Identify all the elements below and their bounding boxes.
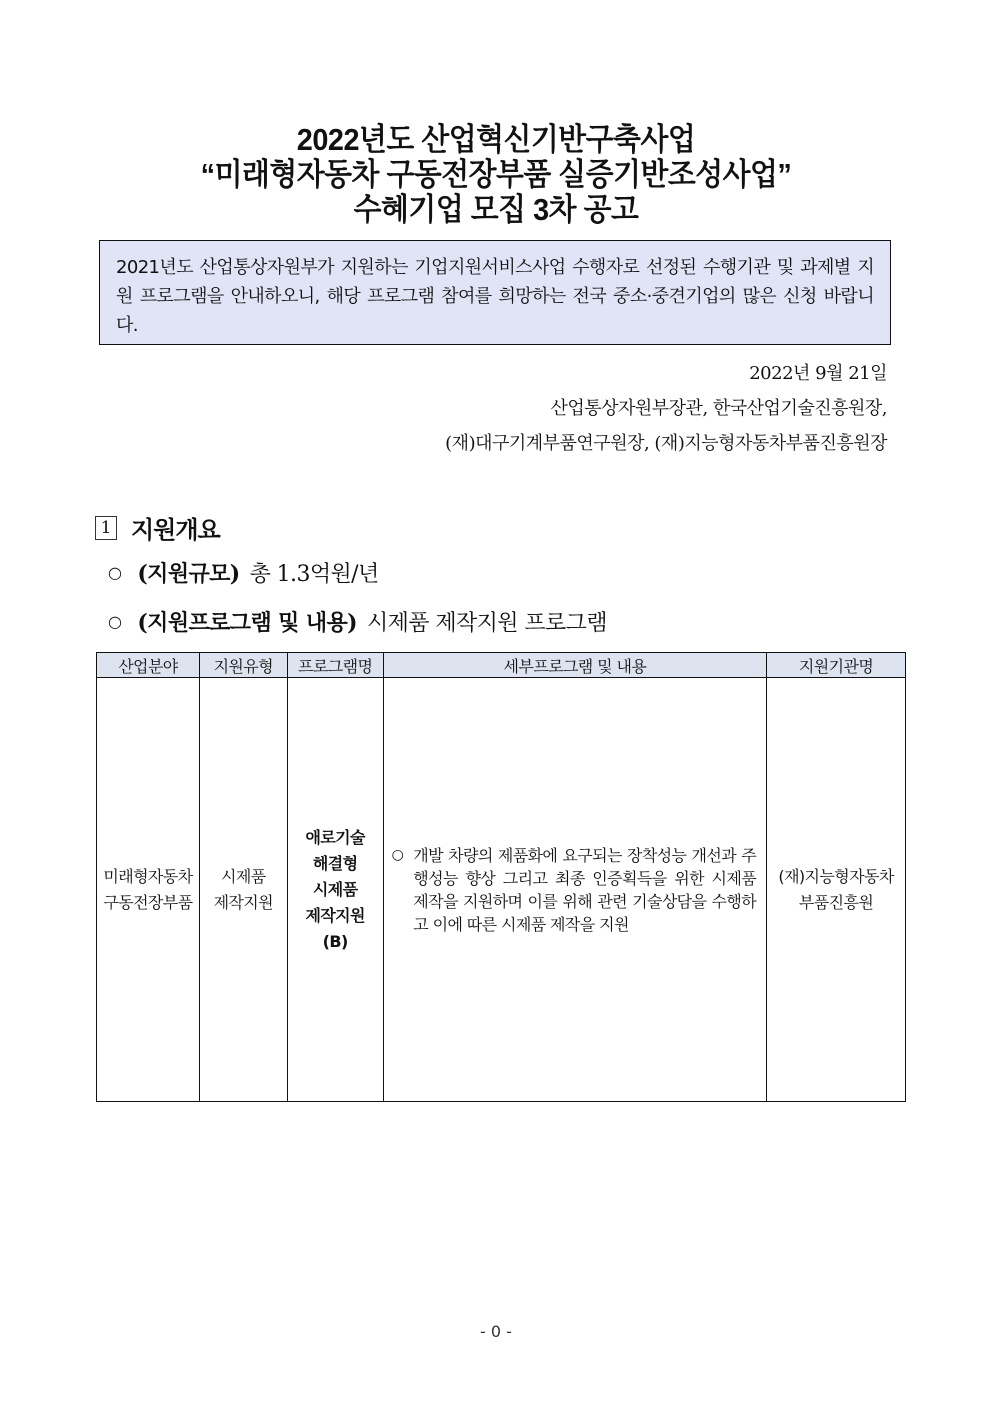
cell-agency: (재)지능형자동차 부품진흥원 <box>767 678 906 1102</box>
header-program-name: 프로그램명 <box>287 653 383 678</box>
bullet-value: 시제품 제작지원 프로그램 <box>366 611 607 636</box>
issuer-line-2: (재)대구기계부품연구원장, (재)지능형자동차부품진흥원장 <box>445 433 887 454</box>
section-heading <box>95 510 220 545</box>
section-number-box: 1 <box>95 516 117 540</box>
title-line-1: 2022년도 산업혁신기반구축사업 <box>296 122 696 157</box>
table-header-row <box>97 653 906 678</box>
header-detail: 세부프로그램 및 내용 <box>383 653 766 678</box>
bullet-label: (지원규모) <box>137 561 240 587</box>
title-line-2: “미래형자동차 구동전장부품 실증기반조성사업” <box>200 157 792 192</box>
issue-date: 2022년 9월 21일 <box>749 363 887 384</box>
bullet-support-program <box>108 606 607 637</box>
detail-text: 개발 차량의 제품화에 요구되는 장착성능 개선과 주행성능 향상 그리고 최종 인증획득을 위한 시제품 제작을 지원하며 이를 위해 관련 기술상담을 수행하고 이에 따른 시제품 제작을 지원 <box>413 845 757 934</box>
section-title: 지원개요 <box>131 516 220 544</box>
cell-detail <box>383 678 766 1102</box>
notice-text: 2021년도 산업통상자원부가 지원하는 기업지원서비스사업 수행자로 선정된 수행기관 및 과제별 지원 프로그램을 안내하오니, 해당 프로그램 참여를 희망하는 전국 중소·중견기업의 많은 신청 바랍니다. <box>116 257 874 336</box>
cell-industry: 미래형자동차 구동전장부품 <box>97 678 200 1102</box>
document-title <box>35 122 958 227</box>
page-number: - 0 - <box>480 1322 512 1341</box>
bullet-label: (지원프로그램 및 내용) <box>137 610 357 636</box>
header-agency: 지원기관명 <box>767 653 906 678</box>
issuer-block <box>445 356 887 461</box>
header-industry: 산업분야 <box>97 653 200 678</box>
cell-program-name: 애로기술 해결형 시제품 제작지원 (B) <box>287 678 383 1102</box>
notice-box <box>99 240 891 345</box>
table-row <box>97 678 906 1102</box>
header-support-type: 지원유형 <box>199 653 287 678</box>
bullet-value: 총 1.3억원/년 <box>249 562 379 587</box>
issuer-line-1: 산업통상자원부장관, 한국산업기술진흥원장, <box>550 398 887 419</box>
circle-bullet-icon: ○ <box>108 612 122 631</box>
circle-bullet-icon: ○ <box>391 846 404 863</box>
program-table <box>96 652 906 1102</box>
cell-support-type: 시제품 제작지원 <box>199 678 287 1102</box>
title-line-3: 수혜기업 모집 3차 공고 <box>353 192 639 227</box>
circle-bullet-icon: ○ <box>108 563 122 582</box>
bullet-support-scale <box>108 557 379 588</box>
